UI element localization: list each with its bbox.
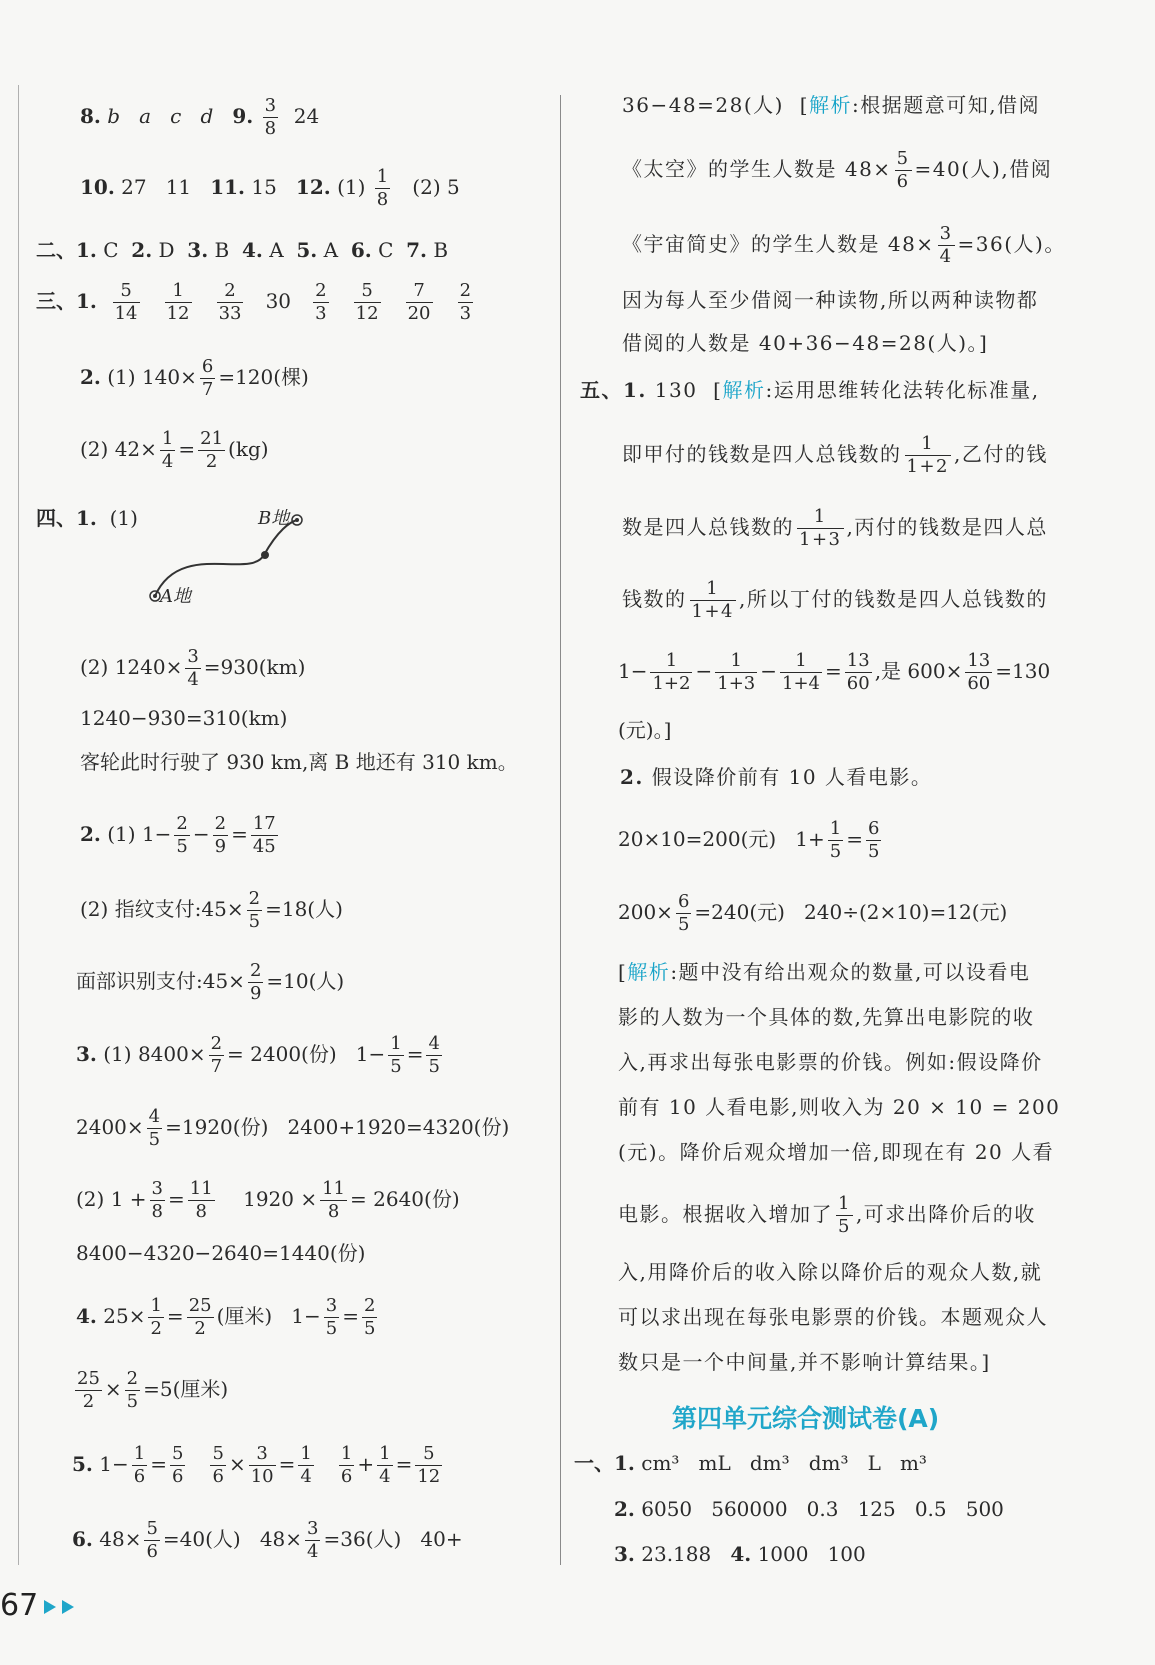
analysis-tag: 解析 [627,960,671,984]
line-s4-q5: 5. 1− $\frac{1}{6}$ = $\frac{5}{6}$ $\frac{5}{6}$ × $\frac{3}{10}$ = $\frac{1}{4}$ $\frac{1}{6}$ + $\frac{1}{4}$ = $\frac{5}{12}$ [72,1443,441,1487]
line-r5: 借阅的人数是 40+36−48=28(人)。] [622,331,989,355]
line-x7: 入,用降价后的收入除以降价后的观众人数,就 [618,1260,1043,1284]
line-w1: 五、1. 130 [解析:运用思维转化法转化标准量, [580,378,1040,402]
line-q10-q12: 10. 27 11 11. 15 12. (1) $\frac{1}{8}$ (2) 5 [80,166,460,210]
label-b: B地 [258,508,290,529]
line-w4: 钱数的 $\frac{1}{1+4}$ ,所以丁付的钱数是四人总钱数的 [622,578,1048,622]
line-s4-q2-2: (2) 指纹支付:45× $\frac{2}{5}$ =18(人) [80,888,343,932]
analysis-tag: 解析 [722,378,766,402]
line-x5: (元)。降价后观众增加一倍,即现在有 20 人看 [618,1140,1055,1164]
line-s4-q1-2: (2) 1240× $\frac{3}{4}$ =930(km) [80,646,306,690]
label-a: A地 [160,586,191,607]
ship-position-marker [261,551,269,559]
analysis-tag: 解析 [809,93,852,117]
line-section-2: 二、1. C 2. D 3. B 4. A 5. A 6. C 7. B [36,238,449,262]
line-w5: 1− $\frac{1}{1+2}$ − $\frac{1}{1+3}$ − $\frac{1}{1+4}$ = $\frac{13}{60}$ ,是 600× $\frac{13}{60}$ =130 [618,650,1051,694]
line-x4: 前有 10 人看电影,则收入为 20 × 10 = 200 [618,1095,1061,1119]
line-s4-q1-3: 1240−930=310(km) [80,706,288,730]
line-x8: 可以求出现在每张电影票的价钱。本题观众人 [618,1305,1048,1329]
line-x9: 数只是一个中间量,并不影响计算结果。] [618,1350,991,1374]
line-s4-q3-1: 3. (1) 8400× $\frac{2}{7}$ = 2400(份) 1− $\frac{1}{5}$ = $\frac{4}{5}$ [76,1033,440,1077]
section-heading: 第四单元综合测试卷(A) [672,1404,940,1433]
line-u2: 2. 6050 560000 0.3 125 0.5 500 [614,1497,1004,1521]
line-x6: 电影。根据收入增加了 $\frac{1}{5}$ ,可求出降价后的收 [618,1193,1036,1237]
line-s4-q3-3: (2) 1 + $\frac{3}{8}$ = $\frac{11}{8}$ 1920 × $\frac{11}{8}$ = 2640(份) [76,1178,460,1222]
line-s3-q2-1: 2. (1) 140× $\frac{6}{7}$ =120(棵) [80,356,309,400]
line-u3: 3. 23.188 4. 1000 100 [614,1542,866,1566]
column-divider [560,95,561,1565]
line-section-4-q1: 四、1. (1) [36,506,138,530]
line-x1: [解析:题中没有给出观众的数量,可以设看电 [618,960,1031,984]
route-curve [155,520,297,596]
line-r2: 《太空》的学生人数是 48× $\frac{5}{6}$ =40(人),借阅 [622,148,1053,192]
line-x3: 入,再求出每张电影票的价钱。例如:假设降价 [618,1050,1043,1074]
line-w3: 数是四人总钱数的 $\frac{1}{1+3}$ ,丙付的钱数是四人总 [622,506,1048,550]
line-section-3-q1: 三、1. $\frac{5}{14}$ $\frac{1}{12}$ $\frac{2}{33}$ 30 $\frac{2}{3}$ $\frac{5}{12}$ $\frac{7}{20}$ $\frac{2}{3}$ [36,280,472,324]
line-s3-q2-2: (2) 42× $\frac{1}{4}$ = $\frac{21}{2}$ (kg) [80,428,269,472]
fraction: $\frac{3}{8}$ [264,95,277,139]
line-s4-q3-4: 8400−4320−2640=1440(份) [76,1241,366,1265]
page-number: 67 [0,1588,39,1623]
line-w9: 200× $\frac{6}{5}$ =240(元) 240÷(2×10)=12(元) [618,891,1008,935]
line-w2: 即甲付的钱数是四人总钱数的 $\frac{1}{1+2}$ ,乙付的钱 [622,433,1048,477]
left-margin-rule [18,85,19,1565]
line-w7: 2. 假设降价前有 10 人看电影。 [620,765,933,789]
line-s4-q2-1: 2. (1) 1− $\frac{2}{5}$ − $\frac{2}{9}$ = $\frac{17}{45}$ [80,813,276,857]
line-w8: 20×10=200(元) 1+ $\frac{1}{5}$ = $\frac{6}{5}$ [618,818,880,862]
line-x2: 影的人数为一个具体的数,先算出电影院的收 [618,1005,1035,1029]
line-s4-q3-2: 2400× $\frac{4}{5}$ =1920(份) 2400+1920=4320(份) [76,1106,510,1150]
line-s4-q1-4: 客轮此时行驶了 930 km,离 B 地还有 310 km。 [80,750,518,774]
line-r4: 因为每人至少借阅一种读物,所以两种读物都 [622,288,1039,312]
line-w6: (元)。] [618,718,672,742]
play-arrows-icon [44,1598,84,1616]
line-r1: 36−48=28(人) [解析:根据题意可知,借阅 [622,93,1041,117]
line-q8-q9: 8. b a c d 9. $\frac{3}{8}$ 24 [80,95,320,139]
line-s4-q4-2: $\frac{25}{2}$ × $\frac{2}{5}$ =5(厘米) [77,1368,229,1412]
line-s4-q4-1: 4. 25× $\frac{1}{2}$ = $\frac{25}{2}$ (厘米) 1− $\frac{3}{5}$ = $\frac{2}{5}$ [76,1295,376,1339]
line-u1: 一、1. cm³ mL dm³ dm³ L m³ [574,1451,927,1475]
line-s4-q2-3: 面部识别支付:45× $\frac{2}{9}$ =10(人) [76,960,345,1004]
line-s4-q6: 6. 48× $\frac{5}{6}$ =40(人) 48× $\frac{3}{4}$ =36(人) 40+ [72,1518,463,1562]
fraction: $\frac{1}{8}$ [376,166,389,210]
line-r3: 《宇宙简史》的学生人数是 48× $\frac{3}{4}$ =36(人)。 [622,223,1066,267]
